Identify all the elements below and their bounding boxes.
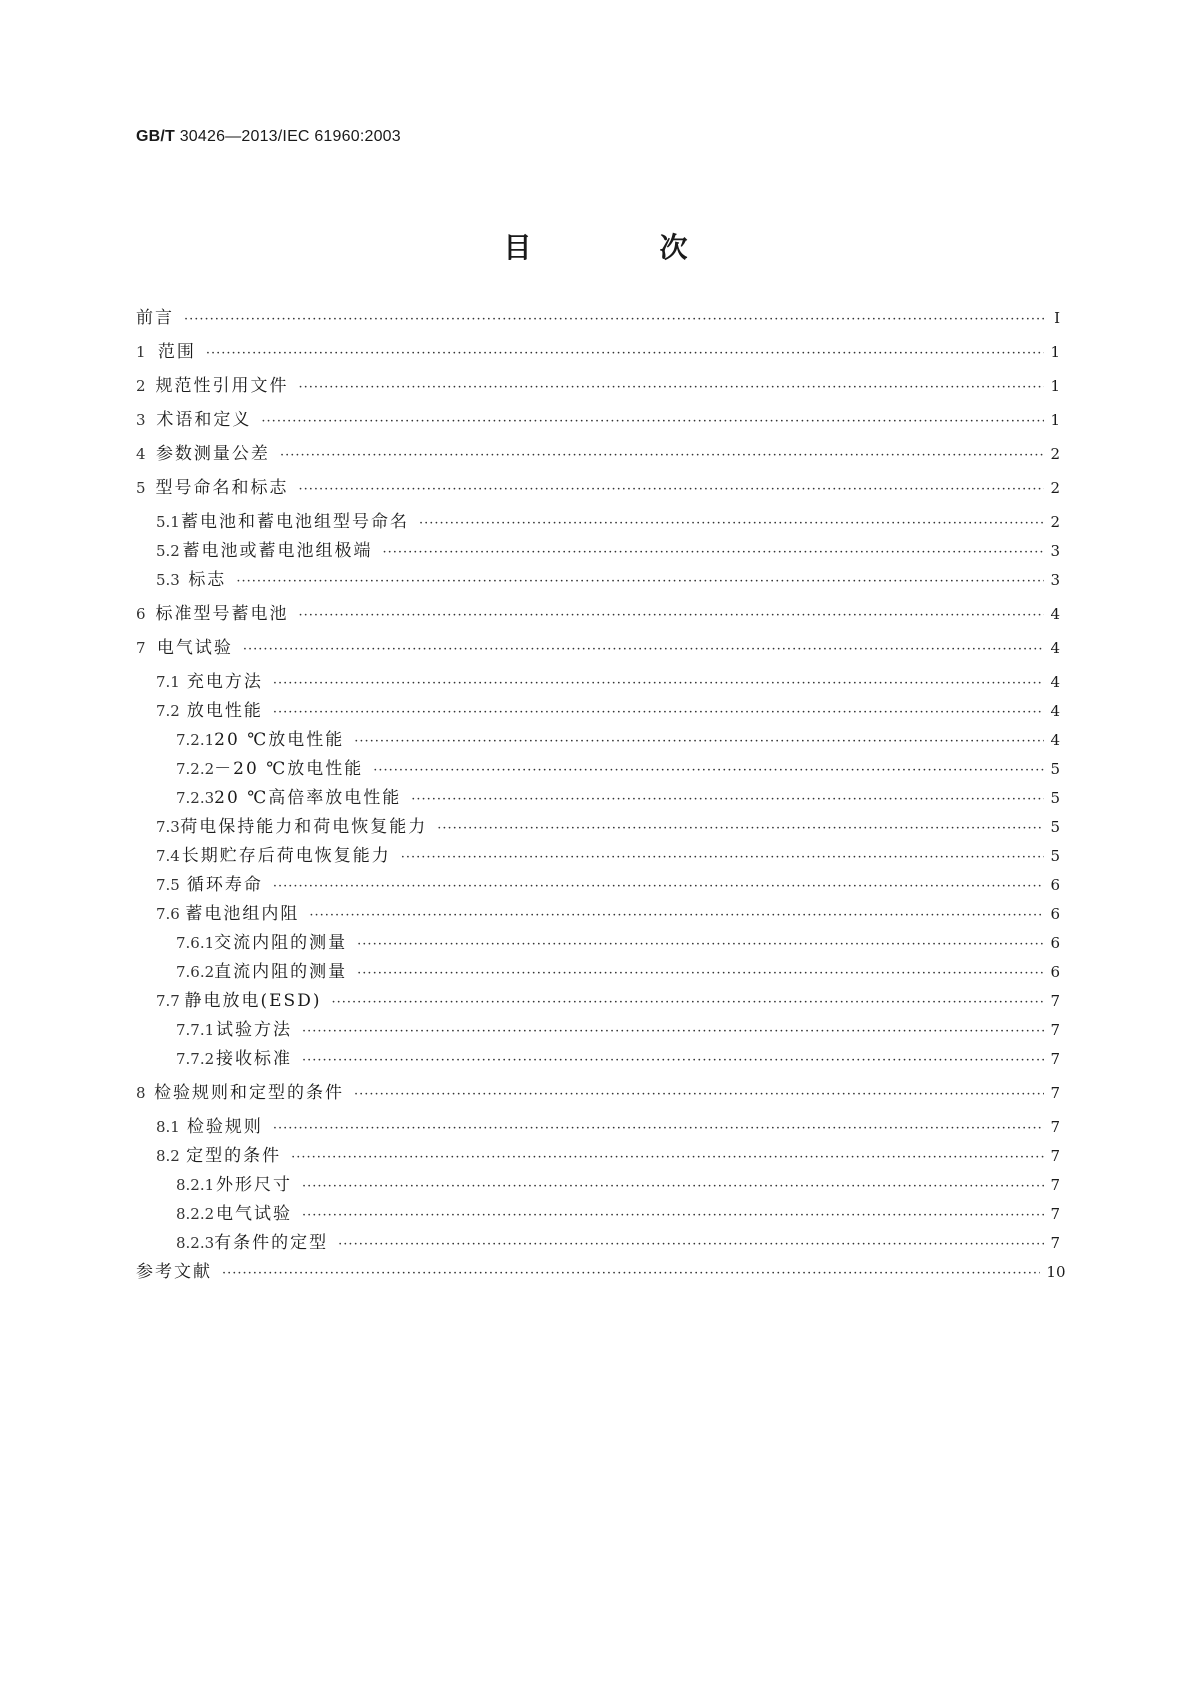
toc-leader xyxy=(373,759,1044,783)
toc-entry-number: 7.5 xyxy=(156,876,180,894)
toc-entry[interactable] xyxy=(176,786,1060,810)
toc-leader xyxy=(401,846,1044,870)
toc-entry-number: 7.3 xyxy=(156,818,180,836)
toc-leader xyxy=(357,933,1044,957)
toc-entry-label: 放电性能 xyxy=(186,701,263,721)
toc-entry-label: 充电方法 xyxy=(186,672,263,692)
toc-entry[interactable] xyxy=(176,1018,1060,1042)
toc-entry[interactable] xyxy=(136,476,1060,500)
toc-entry-label: 检验规则 xyxy=(186,1117,263,1137)
toc-leader xyxy=(298,478,1044,502)
toc-entry[interactable] xyxy=(136,602,1060,626)
toc-entry-label: 型号命名和标志 xyxy=(155,478,289,498)
toc-entry-number: 2 xyxy=(136,377,146,395)
toc-leader xyxy=(298,376,1044,400)
toc-entry-page: 4 xyxy=(1050,673,1060,691)
toc-entry-number: 7.6.1 xyxy=(176,934,215,952)
toc-entry-page: 7 xyxy=(1050,1118,1060,1136)
toc-entry-number: 7.7.1 xyxy=(176,1021,215,1039)
standard-number: 30426—2013/IEC 61960:2003 xyxy=(179,128,401,145)
toc-entry-number: 8.2.3 xyxy=(176,1234,215,1252)
toc-entry-page: 4 xyxy=(1050,731,1060,749)
toc-leader xyxy=(273,875,1044,899)
toc-entry[interactable] xyxy=(156,539,1060,563)
toc-entry-number: 6 xyxy=(136,605,146,623)
toc-entry-label: 参考文献 xyxy=(136,1262,212,1282)
toc-entry[interactable] xyxy=(156,568,1060,592)
toc-entry-label: 荷电保持能力和荷电恢复能力 xyxy=(180,817,428,837)
toc-entry-label: 接收标准 xyxy=(216,1049,293,1069)
toc-entry-page: 6 xyxy=(1050,905,1060,923)
toc-leader xyxy=(273,672,1044,696)
toc-leader xyxy=(354,730,1044,754)
toc-entry-page: 7 xyxy=(1050,1084,1060,1102)
toc-leader xyxy=(411,788,1044,812)
toc-entry[interactable] xyxy=(156,815,1060,839)
toc-entry-page: 7 xyxy=(1050,1050,1060,1068)
toc-leader xyxy=(298,604,1044,628)
toc-entry-page: 1 xyxy=(1050,411,1060,429)
toc-entry-page: 2 xyxy=(1050,445,1060,463)
toc-entry-number: 7.1 xyxy=(156,673,180,691)
toc-leader xyxy=(302,1049,1044,1073)
toc-entry-label: 范围 xyxy=(157,342,196,362)
toc-entry-label: 外形尺寸 xyxy=(216,1175,293,1195)
toc-entry-page: 7 xyxy=(1050,1176,1060,1194)
toc-entry-label: 电气试验 xyxy=(156,638,233,658)
toc-entry-number: 3 xyxy=(136,411,146,429)
toc-leader xyxy=(309,904,1044,928)
toc-entry-number: 8 xyxy=(136,1084,146,1102)
toc-entry[interactable] xyxy=(176,728,1060,752)
toc-entry-page: 1 xyxy=(1050,377,1060,395)
toc-entry-number: 7.2.2 xyxy=(176,760,215,778)
toc-entry[interactable] xyxy=(136,442,1060,466)
toc-entry-page: 3 xyxy=(1050,571,1060,589)
toc-leader xyxy=(291,1146,1044,1170)
toc-entry-page: 3 xyxy=(1050,542,1060,560)
toc-entry[interactable] xyxy=(136,636,1060,660)
toc-entry-number: 8.2 xyxy=(156,1147,180,1165)
toc-entry-label: 静电放电(ESD) xyxy=(184,991,322,1011)
toc-entry-page: 2 xyxy=(1050,479,1060,497)
toc-entry-number: 4 xyxy=(136,445,146,463)
toc-entry[interactable] xyxy=(156,1144,1060,1168)
toc-entry[interactable] xyxy=(156,1115,1060,1139)
toc-entry[interactable] xyxy=(176,1047,1060,1071)
toc-entry[interactable] xyxy=(156,699,1060,723)
toc-entry[interactable] xyxy=(156,873,1060,897)
toc-entry-label: 定型的条件 xyxy=(186,1146,282,1166)
toc-entry-number: 7.4 xyxy=(156,847,180,865)
toc-entry-number: 7.6.2 xyxy=(176,963,215,981)
toc-entry-page: 7 xyxy=(1050,992,1060,1010)
toc-entry[interactable] xyxy=(156,844,1060,868)
toc-entry-page: 7 xyxy=(1050,1021,1060,1039)
toc-leader xyxy=(280,444,1044,468)
toc-entry[interactable] xyxy=(136,374,1060,398)
toc-leader xyxy=(236,570,1044,594)
toc-entry-page: 6 xyxy=(1050,934,1060,952)
toc-entry[interactable] xyxy=(136,306,1060,330)
toc-entry-page: 2 xyxy=(1050,513,1060,531)
toc-entry-label: 检验规则和定型的条件 xyxy=(154,1083,344,1103)
toc-entry-page: Ⅰ xyxy=(1054,309,1060,327)
toc-entry-number: 7 xyxy=(136,639,146,657)
toc-entry-page: 5 xyxy=(1050,789,1060,807)
toc-entry-label: 标准型号蓄电池 xyxy=(155,604,289,624)
toc-entry-number: 5.2 xyxy=(156,542,180,560)
toc-entry-label: 参数测量公差 xyxy=(155,444,270,464)
toc-entry-number: 7.2.3 xyxy=(176,789,215,807)
toc-leader xyxy=(243,638,1044,662)
toc-leader xyxy=(261,410,1044,434)
toc-entry-label: 电气试验 xyxy=(216,1204,293,1224)
toc-entry-number: 7.6 xyxy=(156,905,180,923)
toc-entry[interactable] xyxy=(176,931,1060,955)
toc-entry[interactable] xyxy=(136,1081,1060,1105)
toc-entry[interactable] xyxy=(156,510,1060,534)
toc-leader xyxy=(273,701,1044,725)
toc-entry[interactable] xyxy=(176,757,1060,781)
toc-entry-label: 规范性引用文件 xyxy=(155,376,289,396)
toc-entry-page: 7 xyxy=(1050,1234,1060,1252)
toc-leader xyxy=(206,342,1044,366)
toc-leader xyxy=(338,1233,1044,1257)
toc-entry-label: 术语和定义 xyxy=(156,410,252,430)
toc-entry-page: 5 xyxy=(1050,760,1060,778)
table-of-contents xyxy=(136,0,1066,1684)
toc-entry-label: 标志 xyxy=(188,570,227,590)
toc-leader xyxy=(302,1204,1044,1228)
toc-entry-number: 5.3 xyxy=(156,571,180,589)
toc-entry-page: 10 xyxy=(1046,1263,1066,1281)
toc-entry[interactable] xyxy=(176,1173,1060,1197)
toc-entry-label: 前言 xyxy=(136,308,174,328)
toc-entry-number: 7.2.1 xyxy=(176,731,215,749)
toc-leader xyxy=(419,512,1044,536)
toc-entry[interactable] xyxy=(156,670,1060,694)
toc-entry-page: 7 xyxy=(1050,1205,1060,1223)
toc-entry[interactable] xyxy=(156,902,1060,926)
toc-leader xyxy=(437,817,1044,841)
toc-leader xyxy=(354,1083,1044,1107)
toc-entry[interactable] xyxy=(136,1260,1066,1284)
toc-entry-page: 4 xyxy=(1050,639,1060,657)
toc-entry-page: 7 xyxy=(1050,1147,1060,1165)
toc-entry[interactable] xyxy=(136,340,1060,364)
toc-entry[interactable] xyxy=(176,1202,1060,1226)
toc-leader xyxy=(357,962,1044,986)
toc-entry-label: 交流内阻的测量 xyxy=(214,933,348,953)
toc-entry-label: 直流内阻的测量 xyxy=(214,962,348,982)
toc-entry-label: 20 ℃放电性能 xyxy=(214,730,345,750)
toc-entry-page: 6 xyxy=(1050,963,1060,981)
toc-entry-number: 8.1 xyxy=(156,1118,180,1136)
toc-entry-number: 7.2 xyxy=(156,702,180,720)
toc-entry-page: 5 xyxy=(1050,847,1060,865)
toc-entry-page: 6 xyxy=(1050,876,1060,894)
toc-entry-number: 5.1 xyxy=(156,513,180,531)
toc-entry-page: 4 xyxy=(1050,702,1060,720)
toc-entry-page: 4 xyxy=(1050,605,1060,623)
toc-leader xyxy=(273,1117,1044,1141)
toc-title: 目 次 xyxy=(503,231,738,264)
toc-entry-label: 有条件的定型 xyxy=(214,1233,329,1253)
toc-entry-number: 5 xyxy=(136,479,146,497)
toc-entry-label: 蓄电池和蓄电池组型号命名 xyxy=(181,512,409,532)
toc-entry-number: 7.7.2 xyxy=(176,1050,215,1068)
toc-entry-number: 7.7 xyxy=(156,992,180,1010)
toc-entry-label: 循环寿命 xyxy=(186,875,263,895)
toc-entry-label: －20 ℃放电性能 xyxy=(214,759,364,779)
toc-leader xyxy=(382,541,1044,565)
toc-entry-number: 1 xyxy=(136,343,146,361)
toc-entry-number: 8.2.2 xyxy=(176,1205,215,1223)
toc-leader xyxy=(184,308,1044,332)
toc-entry-label: 20 ℃高倍率放电性能 xyxy=(214,788,402,808)
toc-leader xyxy=(222,1262,1040,1286)
toc-entry-label: 蓄电池组内阻 xyxy=(185,904,300,924)
toc-entry[interactable] xyxy=(176,960,1060,984)
toc-entry[interactable] xyxy=(176,1231,1060,1255)
toc-entry-label: 蓄电池或蓄电池组极端 xyxy=(182,541,373,561)
toc-leader xyxy=(302,1020,1044,1044)
toc-entry-page: 5 xyxy=(1050,818,1060,836)
toc-entry-number: 8.2.1 xyxy=(176,1176,215,1194)
toc-leader xyxy=(331,991,1044,1015)
toc-entry[interactable] xyxy=(156,989,1060,1013)
toc-entry-page: 1 xyxy=(1050,343,1060,361)
toc-entry[interactable] xyxy=(136,408,1060,432)
toc-entry-label: 长期贮存后荷电恢复能力 xyxy=(181,846,391,866)
standard-code: GB/T xyxy=(136,128,176,145)
toc-leader xyxy=(302,1175,1044,1199)
toc-entry-label: 试验方法 xyxy=(216,1020,293,1040)
